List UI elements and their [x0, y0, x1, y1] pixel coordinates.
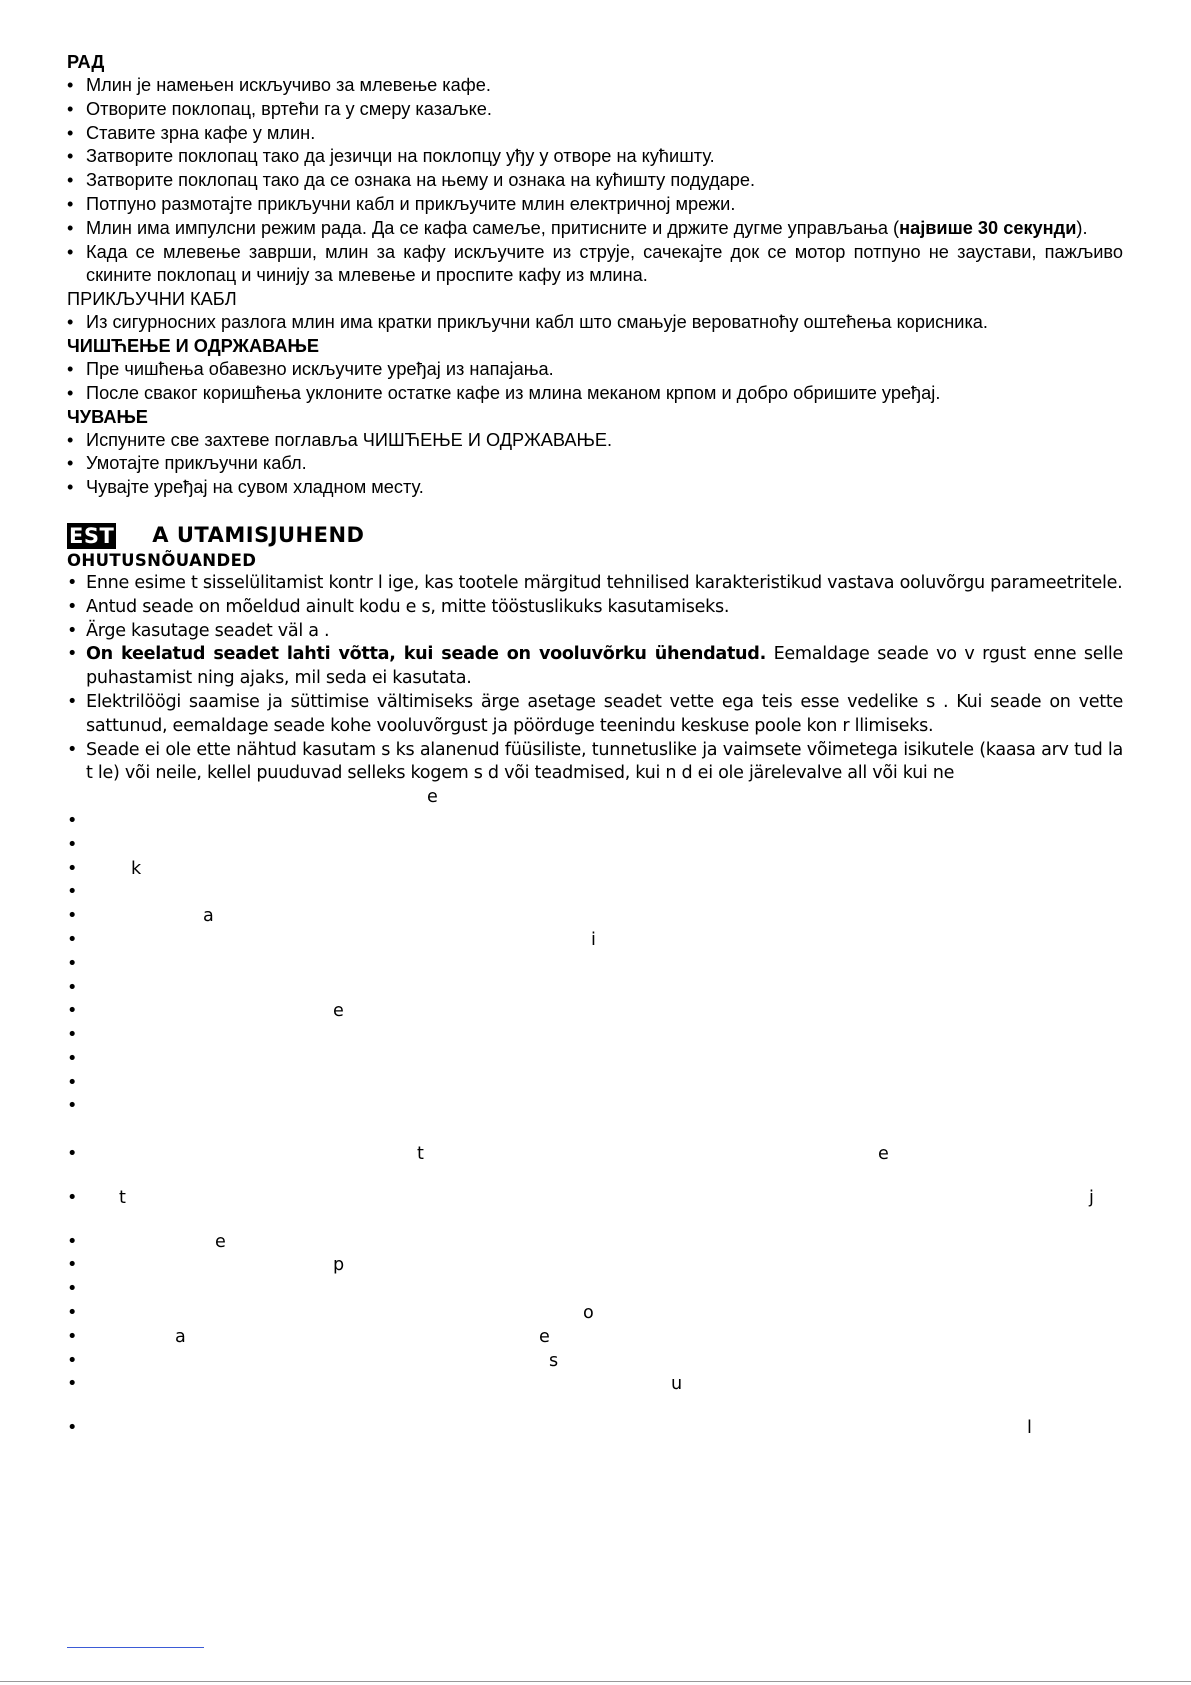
text-fragment: • e — [215, 1231, 226, 1252]
faded-item — [67, 905, 1123, 929]
faded-item — [67, 1350, 1123, 1374]
heading-cable: ПРИКЉУЧНИ КАБЛ — [67, 289, 237, 310]
language-badge: EST — [69, 523, 115, 548]
faded-item — [67, 977, 1123, 1001]
faded-item — [67, 1000, 1123, 1024]
text-fragment: j — [1089, 1187, 1094, 1208]
text-fragment: e — [878, 1144, 889, 1165]
safety-list — [67, 572, 1123, 786]
text-fragment: • l — [1027, 1418, 1032, 1439]
faded-item — [67, 929, 1123, 953]
estonian-section — [67, 522, 1123, 1441]
faded-item — [67, 1373, 1123, 1397]
faded-item — [67, 1072, 1123, 1096]
faded-item — [67, 1302, 1123, 1326]
list-item: • Млин је намењен искључиво за млевење кафе. — [67, 74, 1123, 98]
faded-item — [67, 1187, 1123, 1211]
cleaning-list — [67, 358, 1123, 406]
text-fragment: • e — [333, 1001, 344, 1022]
pulse-limit: највише 30 секунди — [899, 217, 1077, 238]
serbian-section — [67, 50, 1123, 500]
list-item: • Када се млевење заврши, млин за кафу искључите из струје, сачекајте док се мотор потпуно не заустави, пажљиво скините поклопац и чинију за млевење и проспите кафу из млина. — [67, 241, 1123, 289]
faded-item — [67, 1095, 1123, 1143]
faded-item — [67, 834, 1123, 858]
list-item: • После сваког коришћења уклоните остатке кафе из млина меканом крпом и добро обришите уређај. — [67, 382, 1123, 406]
list-item: • Ärge kasutage seadet väl a . — [67, 620, 1123, 644]
list-item: • Antud seade on mõeldud ainult kodu e s, mitte tööstuslikuks kasutamiseks. — [67, 596, 1123, 620]
list-item: • Seade ei ole ette nähtud kasutam s ks alanenud füüsiliste, tunnetuslike ja vaimsete võimetega isikutele (kaasa arv tud la t le) või neile, kellel puuduvad selleks kogem s d või teadmised, kui n d ei ole järelevalve all või kui ne — [67, 739, 1123, 787]
faded-item — [67, 953, 1123, 977]
list-item: • Затворите поклопац тако да језичци на поклопцу уђу у отворе на кућишту. — [67, 145, 1123, 169]
text-fragment: • p — [333, 1255, 344, 1276]
faded-item — [67, 1048, 1123, 1072]
list-item: • Затворите поклопац тако да се ознака на њему и ознака на кућишту подударе. — [67, 169, 1123, 193]
text-fragment: • a — [203, 906, 214, 927]
section-header — [67, 522, 1123, 550]
faded-item — [67, 881, 1123, 905]
faded-item — [67, 810, 1123, 834]
storage-list — [67, 429, 1123, 500]
text-fragment: • i — [591, 929, 596, 950]
list-item: • Потпуно размотајте прикључни кабл и прикључите млин електричној мрежи. — [67, 193, 1123, 217]
list-item: • Ставите зрна кафе у млин. — [67, 122, 1123, 146]
cable-list — [67, 311, 1123, 335]
faded-item — [67, 1326, 1123, 1350]
list-item: • Из сигурносних разлога млин има кратки прикључни кабл што смањује вероватноћу оштећења корисника. — [67, 311, 1123, 335]
heading-operation: РАД — [67, 52, 105, 72]
list-item-pulse-mode — [67, 217, 1123, 241]
list-item: • Enne esime t sisselülitamist kontr l ige, kas tootele märgitud tehnilised karakteristikud vastava ooluvõrgu parameetritele. — [67, 572, 1123, 596]
heading-cleaning: ЧИШЋЕЊЕ И ОДРЖАВАЊЕ — [67, 335, 319, 356]
heading-safety: OHUTUSNÕUANDED — [67, 550, 257, 570]
faded-item — [67, 858, 1123, 882]
text-fragment: • a — [175, 1326, 186, 1347]
faded-item — [67, 1143, 1123, 1167]
text-fragment: • t — [417, 1144, 424, 1165]
pulse-end: ). — [1076, 217, 1088, 238]
list-item: • Пре чишћења обавезно искључите уређај из напајања. — [67, 358, 1123, 382]
list-item: • Отворите поклопац, вртећи га у смеру казаљке. — [67, 98, 1123, 122]
page-bottom-rule — [0, 1681, 1191, 1682]
faded-item — [67, 1254, 1123, 1278]
faded-item — [67, 1024, 1123, 1048]
text-fragment: • u — [671, 1374, 682, 1395]
heading-storage: ЧУВАЊЕ — [67, 406, 148, 427]
text-fragment: e — [539, 1326, 550, 1347]
list-item: • Чувајте уређај на сувом хладном месту. — [67, 476, 1123, 500]
text-fragment: • k — [131, 858, 141, 879]
list-item: • Elektrilöögi saamise ja süttimise vältimiseks ärge asetage seadet vette ega teis esse vedelike s . Kui seade on vette sattunud, eemaldage seade kohe vooluvõrgust ja pöörduge teenindu keskuse poole kon r llimiseks. — [67, 691, 1123, 739]
warning-bold: On keelatud seadet lahti võtta, kui seade on vooluvõrku ühendatud. — [86, 644, 766, 665]
text-fragment: e — [427, 787, 438, 808]
faded-list — [67, 810, 1123, 1441]
text-fragment: • t — [119, 1187, 126, 1208]
text-fragment: • o — [583, 1303, 594, 1324]
pulse-text: Млин има импулсни режим рада. Да се кафа самеље, притисните и држите дугме управљања ( — [86, 217, 900, 238]
list-item: • Умотајте прикључни кабл. — [67, 452, 1123, 476]
faded-item — [67, 1231, 1123, 1255]
faded-item — [67, 1278, 1123, 1302]
warning-rest: Eemaldage seade vo v rgust enne selle puhastamist ning ajaks, mil seda ei kasutata. — [86, 644, 1123, 689]
text-fragment: • s — [549, 1350, 558, 1371]
footnote-link-rule — [67, 1647, 204, 1648]
section-title: A UTAMISJUHEND — [152, 523, 365, 548]
continuation-line — [67, 786, 1123, 810]
document-page — [67, 50, 1123, 1441]
operation-list — [67, 74, 1123, 288]
faded-item — [67, 1417, 1123, 1441]
list-item: • Испуните све захтеве поглавља ЧИШЋЕЊЕ И ОДРЖАВАЊЕ. — [67, 429, 1123, 453]
list-item-warning — [67, 643, 1123, 691]
